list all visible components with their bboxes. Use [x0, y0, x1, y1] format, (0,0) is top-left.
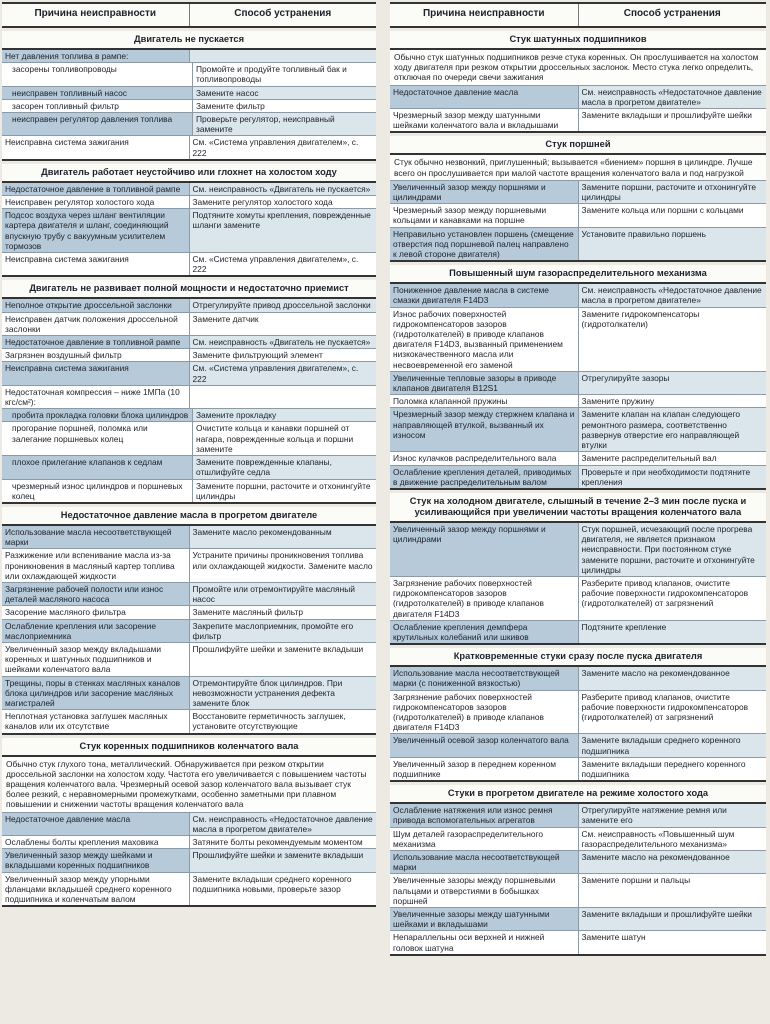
- table-row: [390, 908, 766, 931]
- cause-cell: Неисправна система зажигания: [2, 253, 189, 275]
- section-title: Стук на холодном двигателе, слышный в течение 2–3 мин после пуска и усиливающийся при увеличении частоты вращения коленчатого вала: [390, 493, 766, 523]
- cause-cell: Непараллельны оси верхней и нижней головок шатуна: [390, 931, 578, 953]
- section-title: Стук поршней: [390, 136, 766, 155]
- table-row: [2, 606, 376, 619]
- section-title: Кратковременные стуки сразу после пуска двигателя: [390, 648, 766, 667]
- fix-cell: Замените гидрокомпенсаторы (гидротолкатели): [578, 308, 767, 371]
- fix-cell: Восстановите герметичность заглушек, установите отсутствующие: [189, 710, 377, 732]
- fix-cell: Отрегулируйте натяжение ремня или замените его: [578, 804, 767, 826]
- fix-cell: Замените распределительный вал: [578, 452, 767, 464]
- table-row: [2, 677, 376, 711]
- cause-cell: Увеличенный зазор между вкладышами коренных и шатунных подшипников и шейками коленчатого вала: [2, 643, 189, 676]
- cause-cell: Увеличенные зазоры между шатунными шейками и вкладышами: [390, 908, 578, 930]
- cause-cell: пробита прокладка головки блока цилиндров: [2, 409, 192, 421]
- table-row: [2, 620, 376, 643]
- table-row: [390, 452, 766, 465]
- table-row: [2, 526, 376, 549]
- cause-cell: прогорание поршней, поломка или залегание поршневых колец: [2, 422, 192, 455]
- section-rows: [390, 804, 766, 954]
- table-row: [390, 228, 766, 261]
- table-row: [2, 480, 376, 502]
- cause-cell: Подсос воздуха через шланг вентиляции картера двигателя и шланг, соединяющий впускную трубу с вакуумным усилителем тормозов: [2, 209, 189, 252]
- section-rows: [2, 526, 376, 733]
- fix-cell: Замените вкладыши среднего коренного подшипника новыми, проверьте зазор: [189, 873, 377, 906]
- fix-cell: Замените вкладыши переднего коренного подшипника: [578, 758, 767, 780]
- fix-cell: Замените пружину: [578, 395, 767, 407]
- cause-header: Причина неисправности: [422, 8, 545, 19]
- fix-cell: Замените масло на рекомендованное: [578, 851, 767, 873]
- fix-cell: См. неисправность «Недостаточное давление масла в прогретом двигателе»: [189, 813, 377, 835]
- table-row: [2, 253, 376, 275]
- section-rows: [2, 50, 376, 159]
- table-row: [390, 372, 766, 395]
- fix-cell: Отрегулируйте зазоры: [578, 372, 767, 394]
- table-row: [390, 408, 766, 452]
- section-title: Стук коренных подшипников коленчатого вала: [2, 738, 376, 757]
- cause-header: Причина неисправности: [34, 8, 157, 19]
- fix-cell: Замените поврежденные клапаны, отшлифуйте седла: [192, 456, 376, 478]
- table-row: [390, 284, 766, 307]
- fix-cell: Замените регулятор холостого хода: [189, 196, 377, 208]
- table-row: [2, 710, 376, 732]
- table-row: [390, 181, 766, 204]
- section-rows: [390, 667, 766, 780]
- cause-cell: Неисправна система зажигания: [2, 362, 189, 384]
- right-column: [390, 2, 766, 1020]
- table-row: [2, 349, 376, 362]
- fault-section: [390, 785, 766, 956]
- cause-cell: засорены топливопроводы: [2, 63, 192, 85]
- fault-section: [2, 31, 376, 161]
- table-row: [2, 422, 376, 456]
- section-title: Повышенный шум газораспределительного механизма: [390, 265, 766, 284]
- fix-cell: [189, 50, 377, 62]
- fix-cell: Замените фильтрующий элемент: [189, 349, 377, 361]
- table-row: [390, 466, 766, 488]
- table-row: [390, 204, 766, 227]
- fix-cell: Закрепите маслоприемник, промойте его фильтр: [189, 620, 377, 642]
- fix-cell: Замените поршни и пальцы: [578, 874, 767, 907]
- fix-cell: Промойте или отремонтируйте масляный насос: [189, 583, 377, 605]
- fix-cell: Замените кольца или поршни с кольцами: [578, 204, 767, 226]
- fix-cell: Промойте и продуйте топливный бак и топливопроводы: [192, 63, 376, 85]
- cause-cell: Недостаточное давление масла: [390, 86, 578, 108]
- cause-cell: Увеличенный зазор между упорными фланцами вкладышей среднего коренного подшипника и коленчатым валом: [2, 873, 189, 906]
- table-row: [390, 691, 766, 735]
- table-row: [2, 63, 376, 86]
- fix-cell: Замените масляный фильтр: [189, 606, 377, 618]
- table-row: [390, 851, 766, 874]
- cause-cell: Неисправна система зажигания: [2, 136, 189, 158]
- cause-cell: Трещины, поры в стенках масляных каналов блока цилиндров или засорение масляных магистралей: [2, 677, 189, 710]
- table-row: [390, 395, 766, 408]
- cause-cell: Ослабление крепления или засорение маслоприемника: [2, 620, 189, 642]
- fix-cell: Стук поршней, исчезающий после прогрева двигателя, не является признаком неисправности. При постоянном стуке замените поршни, расточите и отхонингуйте цилиндры: [578, 523, 767, 576]
- cause-cell: Ослаблены болты крепления маховика: [2, 836, 189, 848]
- cause-cell: неисправен регулятор давления топлива: [2, 113, 192, 135]
- fix-cell: Замените датчик: [189, 313, 377, 335]
- fix-cell: Проверьте регулятор, неисправный замените: [192, 113, 376, 135]
- section-intro: Обычно стук глухого тона, металлический. Обнаруживается при резком открытии дроссельной заслонки на холостом ходу. Частота его увеличивается с повышением частоты вращения коленчатого вала. Чрезмерный осевой зазор коленчатого вала вызывает стук более резкий, с неравномерными промежутками, особенно заметными при плавном повышении и снижении частоты вращения коленчатого вала: [2, 757, 376, 813]
- fix-cell: Подтяните хомуты крепления, поврежденные шланги замените: [189, 209, 377, 252]
- section-rows: [390, 523, 766, 643]
- cause-cell: Чрезмерный зазор между шатунными шейками коленчатого вала и вкладышами: [390, 109, 578, 131]
- section-intro: Обычно стук шатунных подшипников резче стука коренных. Он прослушивается на холостом ходу двигателя при резком открытии дроссельных заслонок. Место стука легко определить, отключая по очереди свечи зажигания: [390, 50, 766, 86]
- fix-cell: Замените масло рекомендованным: [189, 526, 377, 548]
- table-row: [390, 308, 766, 372]
- fix-cell: См. неисправность «Двигатель не пускается»: [189, 336, 377, 348]
- cause-cell: Недостаточное давление масла: [2, 813, 189, 835]
- table-row: [390, 734, 766, 757]
- cause-cell: Ослабление крепления демпфера крутильных колебаний или шкивов: [390, 621, 578, 643]
- table-row: [2, 209, 376, 253]
- cause-cell: неисправен топливный насос: [2, 87, 192, 99]
- cause-cell: Увеличенные зазоры между поршневыми пальцами и отверстиями в бобышках поршней: [390, 874, 578, 907]
- table-row: [2, 813, 376, 836]
- table-row: [2, 336, 376, 349]
- table-row: [2, 50, 376, 63]
- fix-cell: Замените масло на рекомендованное: [578, 667, 767, 689]
- cause-cell: Износ рабочих поверхностей гидрокомпенсаторов зазоров (гидротолкателей) в приводе клапанов двигателя F14D3, вызванный применением низкокачественного масла или несвоевременной его заменой: [390, 308, 578, 371]
- table-row: [2, 362, 376, 385]
- fix-cell: См. неисправность «Недостаточное давление масла в прогретом двигателе»: [578, 284, 767, 306]
- fix-cell: См. «Система управления двигателем», с. 222: [189, 253, 377, 275]
- section-rows: [2, 183, 376, 276]
- cause-cell: Неправильно установлен поршень (смещение отверстия под поршневой палец направлено к левой стороне двигателя): [390, 228, 578, 261]
- table-row: [2, 87, 376, 100]
- table-row: [2, 113, 376, 136]
- section-rows: [390, 181, 766, 260]
- cause-cell: Использование масла несоответствующей марки: [390, 851, 578, 873]
- fix-header: Способ устранения: [189, 4, 377, 26]
- fault-section: [2, 280, 376, 503]
- fix-cell: Замените клапан на клапан следующего ремонтного размера, соответственно развернув отверстие его направляющей втулки: [578, 408, 767, 451]
- cause-cell: засорен топливный фильтр: [2, 100, 192, 112]
- fix-cell: Прошлифуйте шейки и замените вкладыши: [189, 849, 377, 871]
- table-row: [2, 183, 376, 196]
- table-row: [390, 523, 766, 577]
- fault-section: [390, 136, 766, 262]
- fault-section: [2, 164, 376, 278]
- section-title: Стуки в прогретом двигателе на режиме холостого хода: [390, 785, 766, 804]
- cause-cell: Чрезмерный зазор между стержнем клапана и направляющей втулкой, вызванный их износом: [390, 408, 578, 451]
- cause-cell: Увеличенный зазор в переднем коренном подшипнике: [390, 758, 578, 780]
- table-row: [2, 583, 376, 606]
- fix-cell: См. «Система управления двигателем», с. 222: [189, 362, 377, 384]
- fault-section: [390, 265, 766, 490]
- cause-cell: Износ кулачков распределительного вала: [390, 452, 578, 464]
- cause-cell: Использование масла несоответствующей марки: [2, 526, 189, 548]
- section-title: Двигатель работает неустойчиво или глохнет на холостом ходу: [2, 164, 376, 183]
- fix-cell: Замените вкладыши и прошлифуйте шейки: [578, 109, 767, 131]
- cause-cell: Недостаточное давление в топливной рампе: [2, 183, 189, 195]
- cause-cell: Загрязнение рабочих поверхностей гидрокомпенсаторов зазоров (гидротолкателей) в приводе клапанов двигателя F14D3: [390, 577, 578, 620]
- table-row: [2, 313, 376, 336]
- fix-cell: Разберите привод клапанов, очистите рабочие поверхности гидрокомпенсаторов (гидротолкателей) от загрязнений: [578, 691, 767, 734]
- right-column-header: [390, 2, 766, 28]
- section-rows: [390, 284, 766, 488]
- fix-cell: Замените прокладку: [192, 409, 376, 421]
- fix-header: Способ устранения: [578, 4, 767, 26]
- fix-cell: Замените вкладыши среднего коренного подшипника: [578, 734, 767, 756]
- section-rows: [2, 813, 376, 906]
- cause-cell: Разжижение или вспенивание масла из-за проникновения в масляный картер топлива или охлаждающей жидкости: [2, 549, 189, 582]
- table-row: [2, 849, 376, 872]
- fix-cell: Замените поршни, расточите и отхонингуйте цилиндры: [578, 181, 767, 203]
- fix-cell: Прошлифуйте шейки и замените вкладыши: [189, 643, 377, 676]
- cause-cell: Увеличенные тепловые зазоры в приводе клапанов двигателя B12S1: [390, 372, 578, 394]
- cause-cell: Ослабление натяжения или износ ремня привода вспомогательных агрегатов: [390, 804, 578, 826]
- table-row: [2, 643, 376, 677]
- fault-section: [390, 31, 766, 133]
- cause-cell: Ослабление крепления деталей, приводимых в движение распределительным валом: [390, 466, 578, 488]
- table-row: [390, 758, 766, 780]
- fault-section: [2, 507, 376, 735]
- table-row: [2, 456, 376, 479]
- cause-cell: Увеличенный зазор между шейками и вкладышами коренных подшипников: [2, 849, 189, 871]
- fix-cell: Замените шатун: [578, 931, 767, 953]
- fix-cell: Отремонтируйте блок цилиндров. При невозможности устранения дефекта замените блок: [189, 677, 377, 710]
- table-row: [2, 873, 376, 906]
- cause-cell: Неплотная установка заглушек масляных каналов или их отсутствие: [2, 710, 189, 732]
- cause-cell: Неисправен регулятор холостого хода: [2, 196, 189, 208]
- section-title: Двигатель не пускается: [2, 31, 376, 50]
- table-row: [390, 577, 766, 621]
- cause-cell: Загрязнение рабочей полости или износ деталей масляного насоса: [2, 583, 189, 605]
- cause-cell: Поломка клапанной пружины: [390, 395, 578, 407]
- section-title: Стук шатунных подшипников: [390, 31, 766, 50]
- table-row: [390, 828, 766, 851]
- section-rows: [2, 299, 376, 501]
- fault-section: [390, 493, 766, 645]
- cause-cell: Чрезмерный зазор между поршневыми кольцами и канавками на поршне: [390, 204, 578, 226]
- table-row: [390, 874, 766, 908]
- table-row: [390, 86, 766, 109]
- fix-cell: Подтяните крепление: [578, 621, 767, 643]
- section-title: Недостаточное давление масла в прогретом двигателе: [2, 507, 376, 526]
- left-column: [2, 2, 376, 1020]
- table-row: [390, 109, 766, 131]
- cause-cell: Нет давления топлива в рампе:: [2, 50, 189, 62]
- fix-cell: Устраните причины проникновения топлива или охлаждающей жидкости. Замените масло: [189, 549, 377, 582]
- table-row: [390, 804, 766, 827]
- cause-cell: Засорение масляного фильтра: [2, 606, 189, 618]
- cause-cell: Пониженное давление масла в системе смазки двигателя F14D3: [390, 284, 578, 306]
- cause-cell: Шум деталей газораспределительного механизма: [390, 828, 578, 850]
- fix-cell: Очистите кольца и канавки поршней от нагара, поврежденные кольца и поршни замените: [192, 422, 376, 455]
- fix-cell: Замените фильтр: [192, 100, 376, 112]
- fix-cell: Замените поршни, расточите и отхонингуйте цилиндры: [192, 480, 376, 502]
- section-intro: Стук обычно незвонкий, приглушенный; вызывается «биением» поршня в цилиндре. Лучше всего он прослушивается при малой частоте вращения коленчатого вала и под нагрузкой: [390, 155, 766, 180]
- table-row: [2, 386, 376, 409]
- cause-cell: Неисправен датчик положения дроссельной заслонки: [2, 313, 189, 335]
- cause-cell: Загрязнен воздушный фильтр: [2, 349, 189, 361]
- table-row: [2, 409, 376, 422]
- table-row: [2, 836, 376, 849]
- fix-cell: См. неисправность «Недостаточное давление масла в прогретом двигателе»: [578, 86, 767, 108]
- table-row: [2, 196, 376, 209]
- table-row: [2, 549, 376, 583]
- cause-cell: плохое прилегание клапанов к седлам: [2, 456, 192, 478]
- fix-cell: Проверьте и при необходимости подтяните крепления: [578, 466, 767, 488]
- section-title: Двигатель не развивает полной мощности и недостаточно приемист: [2, 280, 376, 299]
- fix-cell: Разберите привод клапанов, очистите рабочие поверхности гидрокомпенсаторов (гидротолкателей) от загрязнений: [578, 577, 767, 620]
- fix-cell: См. неисправность «Двигатель не пускается»: [189, 183, 377, 195]
- table-row: [2, 299, 376, 312]
- cause-cell: Неполное открытие дроссельной заслонки: [2, 299, 189, 311]
- cause-cell: Увеличенный осевой зазор коленчатого вала: [390, 734, 578, 756]
- cause-cell: Использование масла несоответствующей марки (с пониженной вязкостью): [390, 667, 578, 689]
- fix-cell: Замените насос: [192, 87, 376, 99]
- fix-cell: Установите правильно поршень: [578, 228, 767, 261]
- cause-cell: Увеличенный зазор между поршнями и цилиндрами: [390, 523, 578, 576]
- fix-cell: Замените вкладыши и прошлифуйте шейки: [578, 908, 767, 930]
- fix-cell: См. «Система управления двигателем», с. 222: [189, 136, 377, 158]
- table-row: [390, 931, 766, 953]
- cause-cell: Недостаточное давление в топливной рампе: [2, 336, 189, 348]
- fix-cell: Отрегулируйте привод дроссельной заслонки: [189, 299, 377, 311]
- table-row: [390, 667, 766, 690]
- fault-section: [390, 648, 766, 782]
- fault-section: [2, 738, 376, 908]
- table-row: [2, 100, 376, 113]
- fix-cell: Затяните болты рекомендуемым моментом: [189, 836, 377, 848]
- cause-cell: Увеличенный зазор между поршнями и цилиндрами: [390, 181, 578, 203]
- fix-cell: [189, 386, 377, 408]
- table-row: [2, 136, 376, 158]
- fix-cell: См. неисправность «Повышенный шум газораспределительного механизма»: [578, 828, 767, 850]
- cause-cell: Недостаточная компрессия – ниже 1МПа (10 кгс/см²):: [2, 386, 189, 408]
- section-rows: [390, 86, 766, 132]
- cause-cell: Загрязнение рабочих поверхностей гидрокомпенсаторов зазоров (гидротолкателей) в приводе клапанов двигателя F14D3: [390, 691, 578, 734]
- left-column-header: [2, 2, 376, 28]
- cause-cell: чрезмерный износ цилиндров и поршневых колец: [2, 480, 192, 502]
- table-row: [390, 621, 766, 643]
